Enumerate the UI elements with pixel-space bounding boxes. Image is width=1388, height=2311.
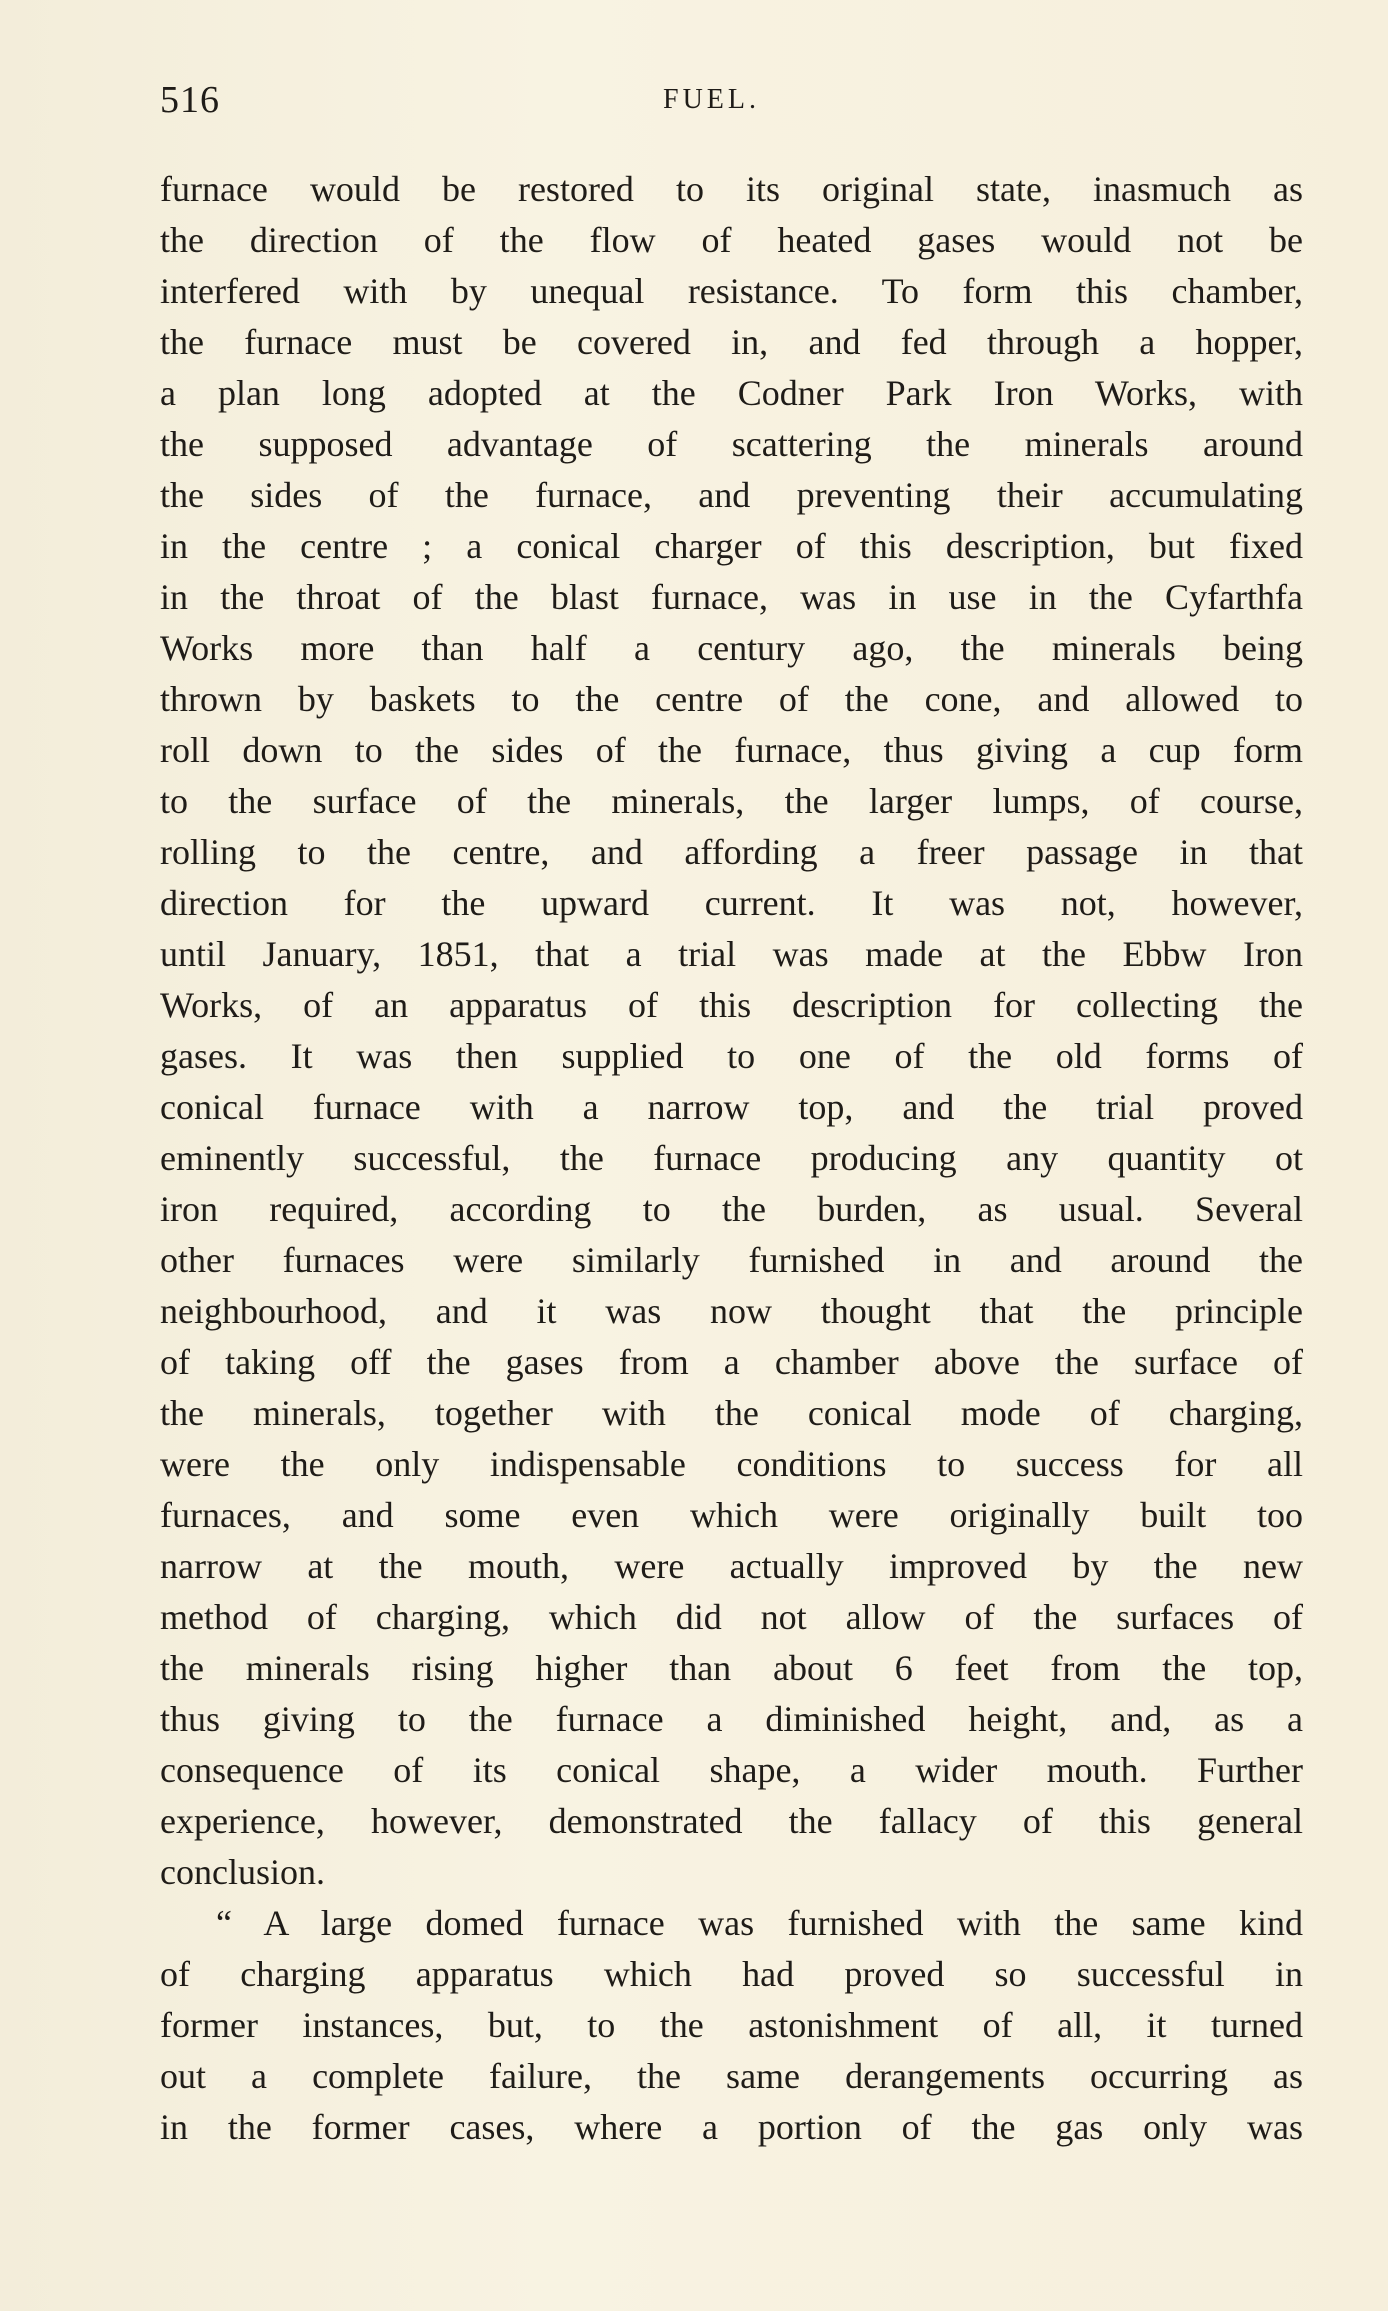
text-line: the supposed advantage of scattering the minerals around — [160, 424, 1303, 464]
text-line: out a complete failure, the same derangements occurring as — [160, 2056, 1303, 2096]
text-line: conical furnace with a narrow top, and the trial proved — [160, 1087, 1303, 1127]
text-line: gases. It was then supplied to one of the old forms of — [160, 1036, 1303, 1076]
text-line: narrow at the mouth, were actually improved by the new — [160, 1546, 1303, 1586]
text-line: thus giving to the furnace a diminished height, and, as a — [160, 1699, 1303, 1739]
text-line: the minerals, together with the conical mode of charging, — [160, 1393, 1303, 1433]
text-line: eminently successful, the furnace producing any quantity ot — [160, 1138, 1303, 1178]
text-line: until January, 1851, that a trial was made at the Ebbw Iron — [160, 934, 1303, 974]
text-line: were the only indispensable conditions to success for all — [160, 1444, 1303, 1484]
text-line: consequence of its conical shape, a wider mouth. Further — [160, 1750, 1303, 1790]
text-line: the minerals rising higher than about 6 feet from the top, — [160, 1648, 1303, 1688]
text-line: other furnaces were similarly furnished in and around the — [160, 1240, 1303, 1280]
text-line: rolling to the centre, and affording a freer passage in that — [160, 832, 1303, 872]
text-line: Works, of an apparatus of this description for collecting the — [160, 985, 1303, 1025]
body-text — [160, 164, 1303, 2153]
text-line: to the surface of the minerals, the larger lumps, of course, — [160, 781, 1303, 821]
text-line: “ A large domed furnace was furnished with the same kind — [216, 1903, 1303, 1943]
text-line: in the centre ; a conical charger of this description, but fixed — [160, 526, 1303, 566]
text-line: method of charging, which did not allow of the surfaces of — [160, 1597, 1303, 1637]
text-line: in the throat of the blast furnace, was in use in the Cyfarthfa — [160, 577, 1303, 617]
text-line: iron required, according to the burden, as usual. Several — [160, 1189, 1303, 1229]
text-line: conclusion. — [160, 1852, 325, 1892]
page-number: 516 — [160, 79, 220, 121]
text-line: of taking off the gases from a chamber above the surface of — [160, 1342, 1303, 1382]
text-line: of charging apparatus which had proved so successful in — [160, 1954, 1303, 1994]
text-line: Works more than half a century ago, the minerals being — [160, 628, 1303, 668]
running-title: FUEL. — [663, 84, 760, 115]
running-head — [160, 78, 1303, 128]
text-line: in the former cases, where a portion of the gas only was — [160, 2107, 1303, 2147]
text-line: interfered with by unequal resistance. To form this chamber, — [160, 271, 1303, 311]
text-line: the furnace must be covered in, and fed through a hopper, — [160, 322, 1303, 362]
text-line: former instances, but, to the astonishment of all, it turned — [160, 2005, 1303, 2045]
text-line: the direction of the flow of heated gases would not be — [160, 220, 1303, 260]
text-line: experience, however, demonstrated the fallacy of this general — [160, 1801, 1303, 1841]
text-line: a plan long adopted at the Codner Park Iron Works, with — [160, 373, 1303, 413]
text-line: furnaces, and some even which were originally built too — [160, 1495, 1303, 1535]
text-line: furnace would be restored to its original state, inasmuch as — [160, 169, 1303, 209]
text-line: direction for the upward current. It was not, however, — [160, 883, 1303, 923]
text-line: thrown by baskets to the centre of the cone, and allowed to — [160, 679, 1303, 719]
text-line: the sides of the furnace, and preventing their accumulating — [160, 475, 1303, 515]
text-line: roll down to the sides of the furnace, thus giving a cup form — [160, 730, 1303, 770]
text-line: neighbourhood, and it was now thought that the principle — [160, 1291, 1303, 1331]
